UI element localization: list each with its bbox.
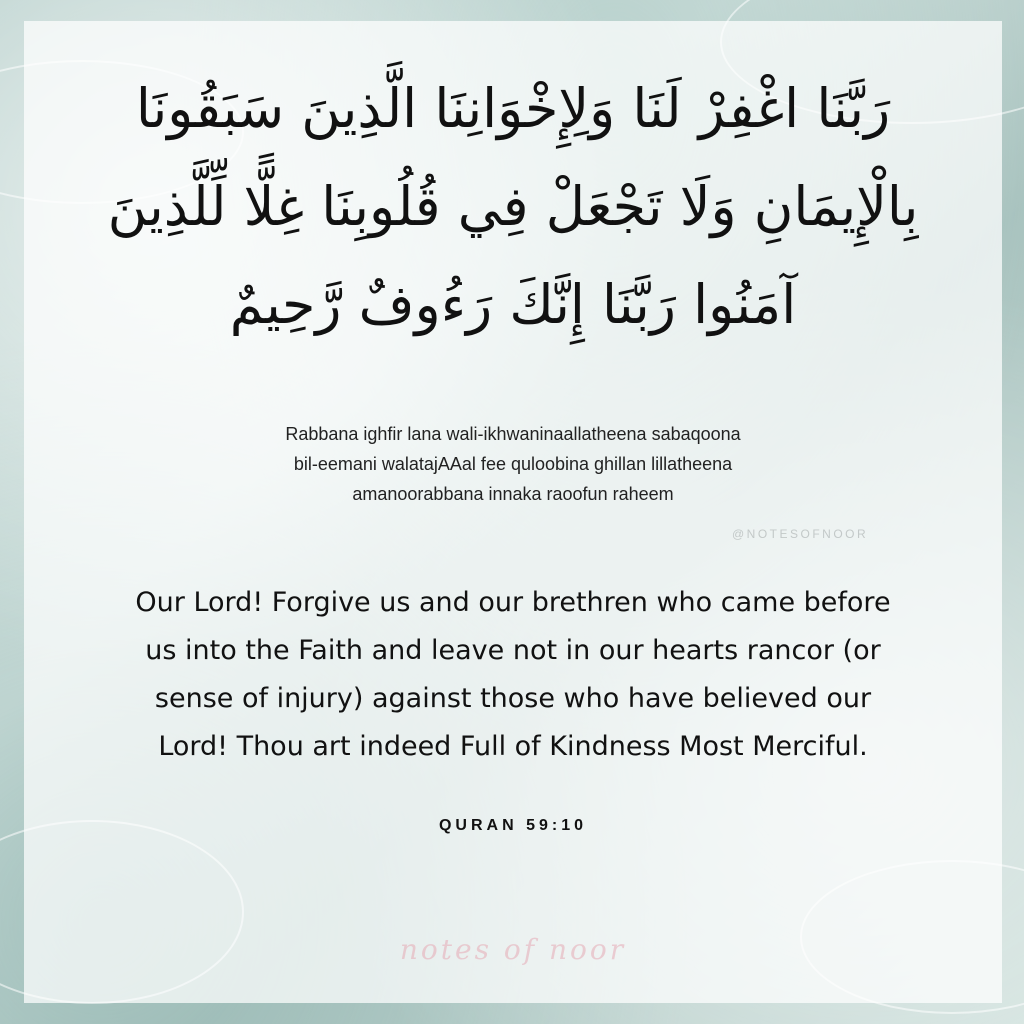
content-panel: [24, 21, 1002, 1003]
english-line-1: Our Lord! Forgive us and our brethren who came before: [135, 587, 891, 618]
citation: QURAN 59:10: [438, 817, 588, 834]
transliteration: [24, 419, 1002, 509]
transliteration-line-3: amanoorabbana innaka raoofun raheem: [352, 484, 674, 504]
english-translation: [24, 579, 1002, 771]
watermark-handle: @NOTESOFNOOR: [732, 527, 869, 541]
english-line-3: sense of injury) against those who have believed our: [154, 683, 872, 714]
arabic-verse-line-3: آمَنُوا رَبَّنَا إِنَّكَ رَءُوفٌ رَّحِيمٌ: [229, 273, 797, 336]
english-line-4: Lord! Thou art indeed Full of Kindness Most Merciful.: [158, 731, 868, 762]
transliteration-line-1: Rabbana ighfir lana wali-ikhwaninaallatheena sabaqoona: [285, 424, 741, 444]
arabic-verse-line-1: رَبَّنَا اغْفِرْ لَنَا وَلِإِخْوَانِنَا الَّذِينَ سَبَقُونَا: [135, 77, 891, 140]
english-line-2: us into the Faith and leave not in our hearts rancor (or: [145, 635, 881, 666]
arabic-verse-line-2: بِالْإِيمَانِ وَلَا تَجْعَلْ فِي قُلُوبِنَا غِلًّا لِّلَّذِينَ: [107, 175, 919, 238]
brand-watermark: notes of noor: [399, 933, 627, 966]
transliteration-line-2: bil-eemani walatajAAal fee quloobina ghillan lillatheena: [293, 454, 733, 474]
